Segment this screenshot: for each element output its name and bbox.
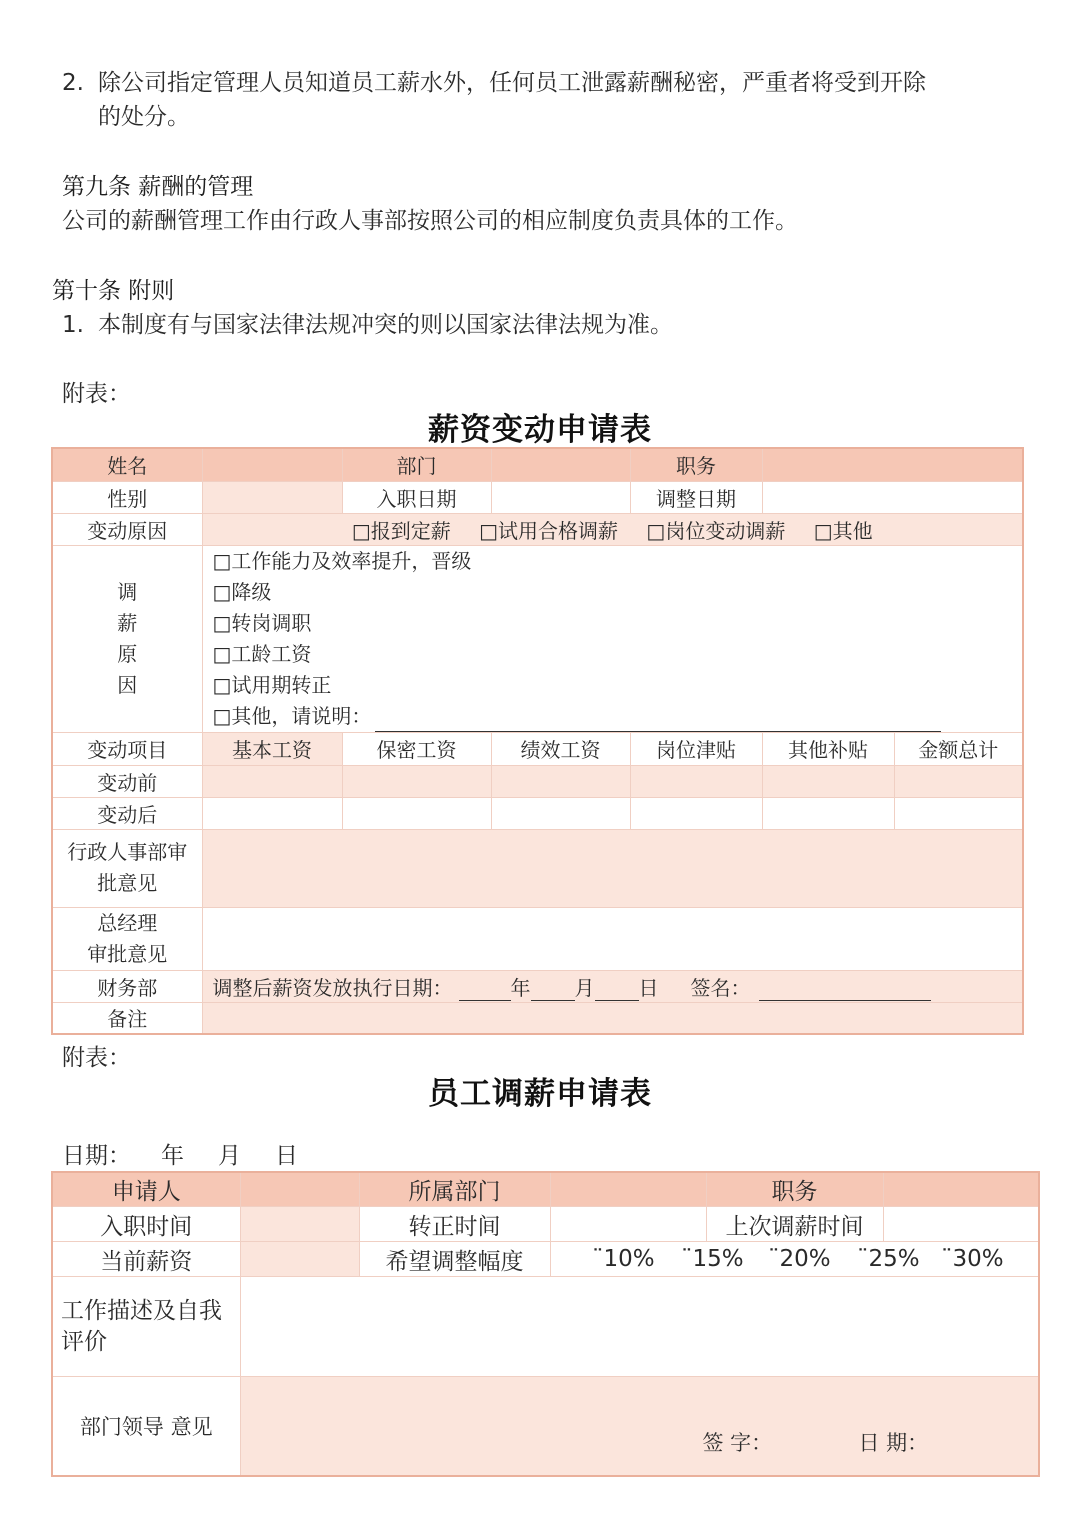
option-position-change[interactable]: □岗位变动调薪	[646, 518, 786, 543]
para-2-line-1: 除公司指定管理人员知道员工薪水外，任何员工泄露薪酬秘密，严重者将受到开除	[98, 70, 926, 96]
form2-date-line	[62, 1139, 298, 1173]
last-adjust-label: 上次调薪时间	[706, 1207, 883, 1242]
job-value[interactable]	[883, 1172, 1039, 1207]
adjust-reason-label	[52, 545, 202, 732]
item-header-allowance: 岗位津贴	[630, 732, 762, 765]
position-label: 职务	[630, 448, 762, 481]
change-reason-label: 变动原因	[52, 513, 202, 545]
leader-sign-label: 签 字：	[702, 1431, 773, 1455]
adjust-date-value[interactable]	[762, 481, 1023, 513]
department-value[interactable]	[491, 448, 630, 481]
gender-value[interactable]	[202, 481, 342, 513]
reason-seniority[interactable]: □工龄工资	[212, 641, 312, 666]
self-evaluation-field[interactable]	[240, 1277, 1039, 1377]
expected-range-options	[550, 1242, 1039, 1277]
leader-date-label: 日 期：	[858, 1431, 929, 1455]
hire-time-value[interactable]	[240, 1207, 359, 1242]
form2-title: 员工调薪申请表	[428, 1076, 652, 1112]
option-25-percent[interactable]: ¨25%	[856, 1246, 920, 1272]
finance-month: 月	[574, 975, 595, 1000]
adjust-reason-char-4: 因	[117, 672, 138, 697]
appendix-label-1: 附表：	[62, 381, 131, 407]
reason-other	[203, 701, 1023, 732]
reason-demotion[interactable]: □降级	[212, 579, 272, 604]
leader-opinion-field[interactable]	[240, 1377, 1039, 1476]
salary-adjustment-form	[51, 1171, 1040, 1477]
applicant-label: 申请人	[52, 1172, 240, 1207]
finance-year: 年	[510, 975, 531, 1000]
appendix-label-2: 附表：	[62, 1045, 131, 1071]
form2-date-month: 月	[218, 1143, 241, 1169]
finance-sign-line[interactable]	[759, 980, 931, 1001]
adjust-reason-char-1: 调	[117, 579, 138, 604]
option-20-percent[interactable]: ¨20%	[767, 1246, 831, 1272]
option-onboard-salary[interactable]: □报到定薪	[351, 518, 451, 543]
after-allowance[interactable]	[630, 797, 762, 829]
after-performance[interactable]	[491, 797, 630, 829]
finance-row	[202, 970, 1023, 1002]
hr-opinion-label-line-1: 行政人事部审	[67, 840, 188, 864]
option-30-percent[interactable]: ¨30%	[940, 1246, 1004, 1272]
before-allowance[interactable]	[630, 765, 762, 797]
gm-opinion-label-line-2: 审批意见	[87, 941, 168, 966]
remark-label: 备注	[52, 1002, 202, 1034]
before-confidential[interactable]	[342, 765, 491, 797]
before-other[interactable]	[762, 765, 894, 797]
reason-other-line[interactable]	[375, 711, 941, 732]
after-confidential[interactable]	[342, 797, 491, 829]
finance-label: 财务部	[52, 970, 202, 1002]
adjust-reason-char-3: 原	[117, 641, 138, 666]
item-header-other-subsidy: 其他补贴	[762, 732, 894, 765]
gm-opinion-field[interactable]	[202, 907, 1023, 970]
reason-other-label[interactable]: □其他，请说明：	[212, 703, 372, 728]
reason-transfer[interactable]: □转岗调职	[212, 610, 312, 635]
adjust-reason-list	[202, 545, 1023, 732]
article-9-title: 第九条 薪酬的管理	[62, 174, 254, 200]
regular-time-label: 转正时间	[359, 1207, 550, 1242]
self-evaluation-label-line-2: 评价	[61, 1328, 107, 1355]
dept-label: 所属部门	[359, 1172, 550, 1207]
hr-opinion-label-line-2: 批意见	[97, 871, 158, 895]
name-label: 姓名	[52, 448, 202, 481]
option-other[interactable]: □其他	[813, 518, 873, 543]
before-performance[interactable]	[491, 765, 630, 797]
adjust-reason-char-2: 薪	[117, 610, 138, 635]
item-header-confidential: 保密工资	[342, 732, 491, 765]
self-evaluation-label-line-1: 工作描述及自我	[61, 1297, 222, 1324]
option-15-percent[interactable]: ¨15%	[680, 1246, 744, 1272]
item-header-total: 金额总计	[894, 732, 1023, 765]
option-10-percent[interactable]: ¨10%	[591, 1246, 655, 1272]
current-salary-label: 当前薪资	[52, 1242, 240, 1277]
para-2-line-2: 的处分。	[98, 104, 190, 130]
hire-date-value[interactable]	[491, 481, 630, 513]
position-value[interactable]	[762, 448, 1023, 481]
form2-date-year: 年	[161, 1143, 184, 1169]
finance-month-line[interactable]	[531, 980, 575, 1001]
gm-opinion-label	[52, 907, 202, 970]
before-total[interactable]	[894, 765, 1023, 797]
expected-range-label: 希望调整幅度	[359, 1242, 550, 1277]
para-2-number: 2.	[62, 70, 84, 96]
before-label: 变动前	[52, 765, 202, 797]
form1-title: 薪资变动申请表	[428, 412, 652, 448]
article-10-item-text: 本制度有与国家法律法规冲突的则以国家法律法规为准。	[98, 312, 673, 338]
article-10-title: 第十条 附则	[52, 278, 175, 304]
finance-day-line[interactable]	[595, 980, 639, 1001]
change-reason-options	[202, 513, 1023, 545]
after-label: 变动后	[52, 797, 202, 829]
article-9-body: 公司的薪酬管理工作由行政人事部按照公司的相应制度负责具体的工作。	[62, 208, 798, 234]
item-header-change-item: 变动项目	[52, 732, 202, 765]
leader-opinion-label: 部门领导 意见	[52, 1377, 240, 1476]
form2-date-day: 日	[275, 1143, 298, 1169]
before-basic[interactable]	[202, 765, 342, 797]
finance-day: 日	[638, 975, 659, 1000]
regular-time-value[interactable]	[550, 1207, 706, 1242]
after-basic[interactable]	[202, 797, 342, 829]
after-other[interactable]	[762, 797, 894, 829]
reason-probation-regular[interactable]: □试用期转正	[212, 672, 332, 697]
job-label: 职务	[706, 1172, 883, 1207]
last-adjust-value[interactable]	[883, 1207, 1039, 1242]
reason-promotion[interactable]: □工作能力及效率提升，晋级	[212, 548, 472, 573]
finance-year-line[interactable]	[459, 980, 511, 1001]
hr-opinion-label	[52, 829, 202, 907]
hire-date-label: 入职日期	[342, 481, 491, 513]
option-probation-pass[interactable]: □试用合格调薪	[479, 518, 619, 543]
hr-opinion-field[interactable]	[202, 829, 1023, 907]
adjust-date-label: 调整日期	[630, 481, 762, 513]
self-evaluation-label	[52, 1277, 240, 1377]
gm-opinion-label-line-1: 总经理	[97, 910, 158, 935]
department-label: 部门	[342, 448, 491, 481]
finance-exec-date-label: 调整后薪资发放执行日期：	[212, 975, 453, 1000]
dept-value[interactable]	[550, 1172, 706, 1207]
remark-field[interactable]	[202, 1002, 1023, 1034]
gender-label: 性别	[52, 481, 202, 513]
after-total[interactable]	[894, 797, 1023, 829]
name-value[interactable]	[202, 448, 342, 481]
item-header-performance: 绩效工资	[491, 732, 630, 765]
form2-date-label: 日期：	[62, 1143, 131, 1169]
item-header-basic: 基本工资	[202, 732, 342, 765]
finance-sign-label: 签名：	[690, 975, 751, 1000]
hire-time-label: 入职时间	[52, 1207, 240, 1242]
article-10-item-number: 1.	[62, 312, 84, 338]
current-salary-value[interactable]	[240, 1242, 359, 1277]
salary-change-form	[51, 447, 1024, 1035]
applicant-value[interactable]	[240, 1172, 359, 1207]
